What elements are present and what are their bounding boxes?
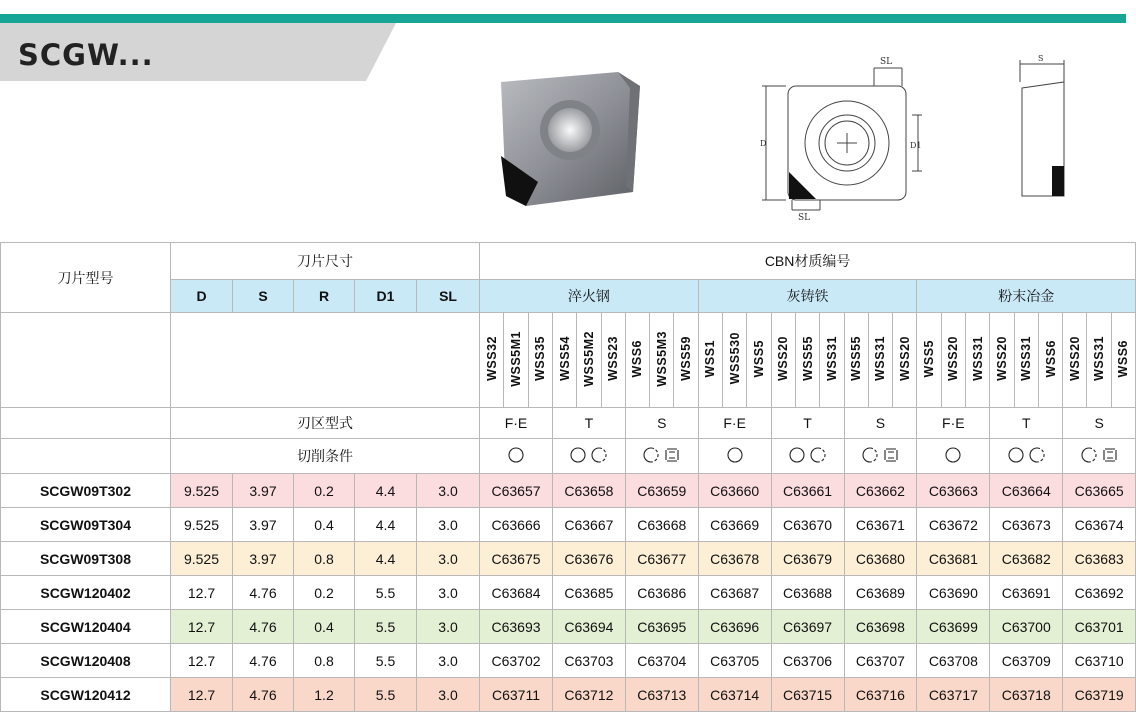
dim-cell-d1: 5.5 [355, 644, 417, 678]
dims-header: 刀片尺寸 [171, 243, 480, 280]
accent-bar [0, 14, 1126, 23]
grade-label: WSS55 [800, 336, 815, 381]
code-cell: C63711 [480, 678, 553, 712]
s-label: S [1038, 54, 1044, 63]
dim-cell-s: 3.97 [233, 542, 294, 576]
grade-label: WSS31 [1019, 336, 1034, 381]
grade-header [868, 313, 892, 408]
cut-condition-cell [990, 439, 1063, 474]
edge-type: S [625, 408, 698, 439]
grade-header [1111, 313, 1135, 408]
light-interrupted-cut-icon [1080, 446, 1098, 464]
grade-header [771, 313, 795, 408]
dim-cell-r: 0.2 [294, 576, 355, 610]
heavy-interrupted-cut-icon [882, 446, 900, 464]
grade-header [1014, 313, 1038, 408]
cut-condition-cell [771, 439, 844, 474]
grade-header [552, 313, 576, 408]
code-cell: C63713 [625, 678, 698, 712]
grade-header [990, 313, 1014, 408]
dim-cell-sl: 3.0 [417, 474, 480, 508]
cut-condition-cell [917, 439, 990, 474]
dim-cell-d: 9.525 [171, 542, 233, 576]
table-row [1, 542, 1136, 576]
group-gray-cast-iron: 灰铸铁 [698, 280, 917, 313]
dim-col-d1: D1 [355, 280, 417, 313]
table-row [1, 678, 1136, 712]
code-cell: C63687 [698, 576, 771, 610]
table-row [1, 644, 1136, 678]
grade-header [1063, 313, 1087, 408]
code-cell: C63666 [480, 508, 553, 542]
grade-label: WSS6 [1116, 339, 1131, 378]
code-cell: C63701 [1063, 610, 1136, 644]
code-cell: C63674 [1063, 508, 1136, 542]
code-cell: C63688 [771, 576, 844, 610]
grade-label: WSS6 [1043, 339, 1058, 378]
light-interrupted-cut-icon [590, 446, 608, 464]
grade-header [1038, 313, 1062, 408]
grade-header [1087, 313, 1111, 408]
code-cell: C63710 [1063, 644, 1136, 678]
code-cell: C63703 [552, 644, 625, 678]
code-cell: C63681 [917, 542, 990, 576]
dim-cell-s: 4.76 [233, 576, 294, 610]
code-cell: C63717 [917, 678, 990, 712]
code-cell: C63675 [480, 542, 553, 576]
grade-label: WSS55 [849, 336, 864, 381]
sl-bottom-label: SL [798, 213, 811, 223]
cbn-header: CBN材质编号 [480, 243, 1136, 280]
continuous-cut-icon [944, 446, 962, 464]
table-row [1, 576, 1136, 610]
code-cell: C63696 [698, 610, 771, 644]
model-cell: SCGW120412 [1, 678, 171, 712]
grade-header [698, 313, 722, 408]
table-row [1, 508, 1136, 542]
model-cell: SCGW120408 [1, 644, 171, 678]
grade-label: WSS5 [751, 339, 766, 378]
page-title: SCGW... [18, 38, 154, 72]
cut-condition-cell [698, 439, 771, 474]
grade-header [965, 313, 989, 408]
edge-type: F·E [698, 408, 771, 439]
d1-label: D1 [910, 141, 922, 150]
dim-cell-sl: 3.0 [417, 508, 480, 542]
grade-header [747, 313, 771, 408]
code-cell: C63673 [990, 508, 1063, 542]
code-cell: C63719 [1063, 678, 1136, 712]
grade-label: WSS20 [776, 336, 791, 381]
code-cell: C63693 [480, 610, 553, 644]
code-cell: C63685 [552, 576, 625, 610]
code-cell: C63660 [698, 474, 771, 508]
code-cell: C63683 [1063, 542, 1136, 576]
grade-header [844, 313, 868, 408]
code-cell: C63709 [990, 644, 1063, 678]
code-cell: C63667 [552, 508, 625, 542]
code-cell: C63676 [552, 542, 625, 576]
code-cell: C63668 [625, 508, 698, 542]
edge-type: S [1063, 408, 1136, 439]
dim-cell-r: 0.8 [294, 542, 355, 576]
continuous-cut-icon [726, 446, 744, 464]
code-cell: C63715 [771, 678, 844, 712]
dim-cell-r: 0.4 [294, 610, 355, 644]
light-interrupted-cut-icon [642, 446, 660, 464]
grade-header [820, 313, 844, 408]
grade-header [504, 313, 528, 408]
dim-cell-d1: 4.4 [355, 474, 417, 508]
dim-cell-d: 12.7 [171, 678, 233, 712]
dim-cell-d1: 5.5 [355, 610, 417, 644]
code-cell: C63695 [625, 610, 698, 644]
edge-type: F·E [917, 408, 990, 439]
grade-header [480, 313, 504, 408]
insert-photo [498, 70, 648, 216]
code-cell: C63698 [844, 610, 917, 644]
grade-label: WSS35 [533, 336, 548, 381]
d-label: D [760, 139, 767, 148]
grade-label: WSS31 [970, 336, 985, 381]
cut-condition-cell [480, 439, 553, 474]
code-cell: C63705 [698, 644, 771, 678]
dim-cell-sl: 3.0 [417, 610, 480, 644]
code-cell: C63679 [771, 542, 844, 576]
code-cell: C63672 [917, 508, 990, 542]
grade-label: WSS31 [824, 336, 839, 381]
code-cell: C63700 [990, 610, 1063, 644]
grade-label: WSS59 [679, 336, 694, 381]
code-cell: C63664 [990, 474, 1063, 508]
dim-cell-s: 3.97 [233, 508, 294, 542]
dim-cell-s: 4.76 [233, 610, 294, 644]
dim-cell-d1: 4.4 [355, 542, 417, 576]
dim-col-s: S [233, 280, 294, 313]
dim-col-d: D [171, 280, 233, 313]
grade-label: WSS20 [994, 336, 1009, 381]
dim-cell-sl: 3.0 [417, 678, 480, 712]
edge-type: T [552, 408, 625, 439]
dim-cell-d1: 4.4 [355, 508, 417, 542]
grade-label: WSS20 [897, 336, 912, 381]
code-cell: C63697 [771, 610, 844, 644]
blank-cell [1, 439, 171, 474]
code-cell: C63677 [625, 542, 698, 576]
edge-type: F·E [480, 408, 553, 439]
grade-label: WSS5M3 [654, 330, 669, 387]
group-hardened-steel: 淬火钢 [480, 280, 699, 313]
dim-cell-s: 3.97 [233, 474, 294, 508]
grade-label: WSS6 [630, 339, 645, 378]
dim-cell-sl: 3.0 [417, 542, 480, 576]
dim-cell-s: 4.76 [233, 644, 294, 678]
code-cell: C63712 [552, 678, 625, 712]
insert-top-view-drawing [752, 52, 932, 231]
grade-label: WSS1 [703, 339, 718, 378]
blank-cell [1, 408, 171, 439]
heavy-interrupted-cut-icon [663, 446, 681, 464]
code-cell: C63659 [625, 474, 698, 508]
grade-label: WSS530 [727, 332, 742, 385]
dim-cell-d: 12.7 [171, 576, 233, 610]
code-cell: C63680 [844, 542, 917, 576]
code-cell: C63662 [844, 474, 917, 508]
grade-header [601, 313, 625, 408]
dim-cell-r: 0.2 [294, 474, 355, 508]
table-row [1, 474, 1136, 508]
code-cell: C63669 [698, 508, 771, 542]
model-cell: SCGW09T302 [1, 474, 171, 508]
continuous-cut-icon [1007, 446, 1025, 464]
grade-label: WSS20 [1067, 336, 1082, 381]
code-cell: C63708 [917, 644, 990, 678]
grade-label: WSS31 [873, 336, 888, 381]
sl-top-label: SL [880, 57, 893, 67]
dim-cell-sl: 3.0 [417, 576, 480, 610]
insert-side-view-drawing [1016, 52, 1076, 206]
dim-cell-d: 12.7 [171, 644, 233, 678]
edge-type: S [844, 408, 917, 439]
code-cell: C63716 [844, 678, 917, 712]
cut-condition-cell [844, 439, 917, 474]
grade-header [941, 313, 965, 408]
grade-label: WSS5 [922, 339, 937, 378]
grade-header [893, 313, 917, 408]
dim-cell-r: 1.2 [294, 678, 355, 712]
light-interrupted-cut-icon [1028, 446, 1046, 464]
grade-label: WSS5M1 [508, 330, 523, 387]
dim-col-r: R [294, 280, 355, 313]
code-cell: C63706 [771, 644, 844, 678]
model-cell: SCGW09T308 [1, 542, 171, 576]
cut-label: 切削条件 [171, 439, 480, 474]
light-interrupted-cut-icon [809, 446, 827, 464]
code-cell: C63692 [1063, 576, 1136, 610]
code-cell: C63690 [917, 576, 990, 610]
code-cell: C63686 [625, 576, 698, 610]
grade-header [625, 313, 649, 408]
code-cell: C63694 [552, 610, 625, 644]
cut-condition-cell [625, 439, 698, 474]
code-cell: C63714 [698, 678, 771, 712]
grade-label: WSS20 [946, 336, 961, 381]
code-cell: C63699 [917, 610, 990, 644]
table-row [1, 610, 1136, 644]
grade-label: WSS23 [606, 336, 621, 381]
grade-header [674, 313, 698, 408]
heavy-interrupted-cut-icon [1101, 446, 1119, 464]
dim-cell-r: 0.4 [294, 508, 355, 542]
dim-cell-sl: 3.0 [417, 644, 480, 678]
model-header: 刀片型号 [1, 243, 171, 313]
grade-header [795, 313, 819, 408]
code-cell: C63682 [990, 542, 1063, 576]
edge-type: T [771, 408, 844, 439]
model-cell: SCGW09T304 [1, 508, 171, 542]
code-cell: C63689 [844, 576, 917, 610]
blank-cell [1, 313, 171, 408]
code-cell: C63691 [990, 576, 1063, 610]
code-cell: C63658 [552, 474, 625, 508]
grade-header [723, 313, 747, 408]
blank-cell [171, 313, 480, 408]
code-cell: C63657 [480, 474, 553, 508]
light-interrupted-cut-icon [861, 446, 879, 464]
model-cell: SCGW120404 [1, 610, 171, 644]
grade-header [528, 313, 552, 408]
dim-cell-s: 4.76 [233, 678, 294, 712]
code-cell: C63663 [917, 474, 990, 508]
code-cell: C63718 [990, 678, 1063, 712]
continuous-cut-icon [569, 446, 587, 464]
dim-col-sl: SL [417, 280, 480, 313]
code-cell: C63678 [698, 542, 771, 576]
dim-cell-d: 9.525 [171, 508, 233, 542]
code-cell: C63704 [625, 644, 698, 678]
grade-header [577, 313, 601, 408]
code-cell: C63665 [1063, 474, 1136, 508]
dim-cell-r: 0.8 [294, 644, 355, 678]
edge-type: T [990, 408, 1063, 439]
grade-label: WSS32 [484, 336, 499, 381]
cut-condition-cell [1063, 439, 1136, 474]
code-cell: C63684 [480, 576, 553, 610]
spec-table [0, 242, 1136, 712]
grade-label: WSS31 [1092, 336, 1107, 381]
model-cell: SCGW120402 [1, 576, 171, 610]
code-cell: C63670 [771, 508, 844, 542]
code-cell: C63702 [480, 644, 553, 678]
code-cell: C63671 [844, 508, 917, 542]
code-cell: C63661 [771, 474, 844, 508]
continuous-cut-icon [788, 446, 806, 464]
dim-cell-d: 12.7 [171, 610, 233, 644]
edge-label: 刃区型式 [171, 408, 480, 439]
dim-cell-d1: 5.5 [355, 678, 417, 712]
grade-header [650, 313, 674, 408]
grade-label: WSS54 [557, 336, 572, 381]
grade-label: WSS5M2 [581, 330, 596, 387]
continuous-cut-icon [507, 446, 525, 464]
code-cell: C63707 [844, 644, 917, 678]
cut-condition-cell [552, 439, 625, 474]
dim-cell-d1: 5.5 [355, 576, 417, 610]
grade-header [917, 313, 941, 408]
group-powder-metallurgy: 粉末冶金 [917, 280, 1136, 313]
dim-cell-d: 9.525 [171, 474, 233, 508]
